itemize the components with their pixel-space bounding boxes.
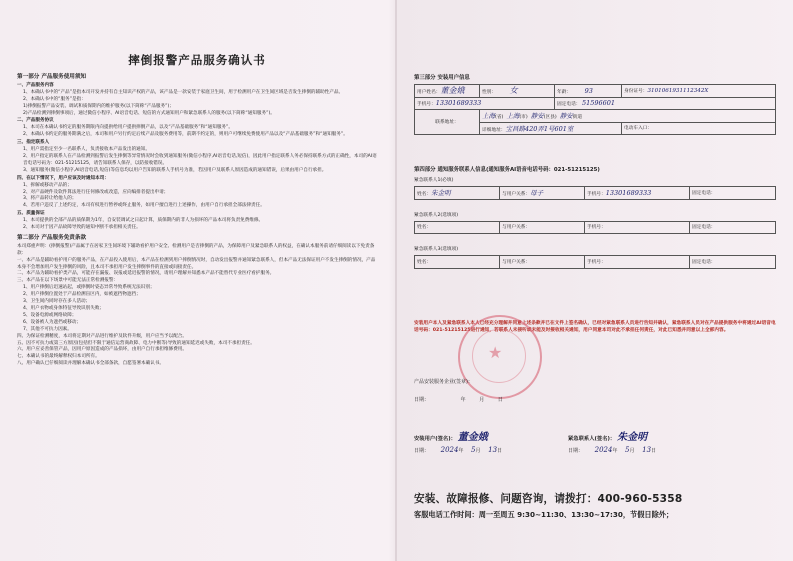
part1-s4: 四、在以下情况下，用户应该及时通知本司： — [17, 175, 109, 181]
part1-s2: 二、产品服务协议 — [17, 118, 54, 124]
part1-s1-2a: 1)摔倒报警产品安装、调试和质保期内的维护服务(以下简称“产品服务”)； — [23, 103, 174, 109]
contact3-title: 紧急联系人3(选填项) — [414, 247, 459, 252]
service-hours: 客服电话工作时间：周一至周五 9:30~11:30、13:30~17:30，节假日除外； — [414, 510, 674, 519]
contact3-mobile-label: 手机号： — [587, 259, 606, 265]
part2-i1: 一、本产品是辅助看护用户的服务产品，在产品投入使用后，本产品在检测到用户摔倒情况时，自动发出报警并通知紧急联系人，但本产品无法保证用户不发生摔倒的情况，产品本身不会增加用户发生摔倒的风险，且本司不承担用户发生摔倒事件的直接或间接责任。 — [17, 257, 376, 270]
part4-heading: 第四部分 通知服务联系人信息(通知服务AI语音电话号码：021-51215125) — [414, 167, 600, 173]
contact2-relation-label: 与用户关系： — [502, 225, 531, 231]
contact2-title: 紧急联系人2(选填项) — [414, 212, 459, 218]
mobile-label: 手机号： — [417, 102, 436, 108]
contact3-table — [414, 255, 776, 269]
part2-i3: 三、本产品在以下场景中可能无法正常检测报警： — [17, 278, 119, 284]
part1-s4-1: 1、拆解或移动产品的； — [23, 182, 72, 188]
contact2-table — [414, 221, 776, 235]
user-date-month-unit: 月 — [475, 448, 481, 454]
user-signature-block — [414, 428, 488, 443]
part2-i3-6: 6、设备被人为遮挡或移动； — [23, 319, 82, 325]
detail-address-value[interactable]: 宝昌路420弄1号601室 — [505, 124, 574, 133]
address-label: 联系地址： — [435, 120, 459, 125]
province-label: (省) — [495, 115, 504, 121]
part2-i3-1: 1、用户摔倒后迅速站起，或摔倒时姿态异常导致系统无法识别； — [23, 285, 155, 291]
part1-s1: 一、产品服务内容 — [17, 82, 54, 88]
user-date-year-value[interactable]: 2024 — [440, 446, 459, 454]
user-date-row — [414, 446, 502, 454]
id-value[interactable]: 3101061931112342X — [647, 87, 709, 94]
part1-s1-1: 1、本确认书中的“产品”是指本司开发并持有自主知识产权的产品，该产品是一款安装于家庭卫生间，用于检测用户在卫生间区域是否发生摔倒的辅助性产品。 — [23, 89, 344, 95]
user-name-value[interactable]: 董金娥 — [440, 86, 465, 96]
contact-date-day-value[interactable]: 13 — [642, 446, 652, 454]
user-name-label: 用户姓名： — [417, 90, 441, 96]
part2-i4: 四、为保证检测精度，本司将定期对产品进行维护及软件升级，用户应当予以配合。 — [17, 333, 187, 339]
id-label: 身份证号： — [624, 88, 648, 94]
part1-s4-2: 2、对产品硬件及软件算法进行任何修改或改造，应向编排者提出申请； — [23, 189, 169, 195]
user-signature[interactable]: 董金娥 — [457, 432, 488, 443]
contact-date-row — [568, 446, 656, 454]
mobile-value[interactable]: 13301689333 — [435, 99, 482, 108]
part1-s3-1: 1、用户需指定至少一名联系人，负责接收本产品发出的通知。 — [23, 147, 150, 153]
province-value[interactable]: 上海 — [482, 112, 495, 121]
detail-address-label: 详细地址： — [482, 127, 506, 133]
contact1-table — [414, 186, 776, 200]
part1-s5-2: 2、本司对于因产品故障导致的通知中断不承担相关责任。 — [23, 225, 141, 231]
part1-s5-1: 1、本司提供的全部产品的质保期为1年，自安装调试之日起计算，质保期内的非人为损坏的产品本司将负责免费维修。 — [23, 218, 264, 224]
left-column — [17, 73, 377, 368]
company-date-label: 日期： — [414, 397, 430, 403]
contact2-name-label: 姓名： — [417, 225, 432, 231]
contact1-title: 紧急联系人1(必填) — [414, 178, 454, 183]
contact-date-year-unit: 年 — [612, 448, 618, 454]
contact-sign-label: 紧急联系人(签名)： — [568, 436, 616, 442]
part3-heading: 第三部分 安装用户信息 — [414, 75, 470, 81]
part1-s1-2: 2、本确认书中的“服务”是指： — [23, 96, 86, 102]
part1-s4-4: 4、若用户违反了上述约定，本司有权进行暂停或终止服务，如用户擅自进行上述操作，由用户自行承担全部法律责任。 — [23, 203, 265, 209]
user-info-table — [414, 84, 776, 135]
part1-s1-2b: 2)产品检测到摔倒事项后，通过微信小程序、AI语音电话、短信的方式通知用户和紧急联系人的服务(以下简称“通知服务”)。 — [23, 110, 275, 116]
age-value[interactable]: 93 — [584, 86, 593, 95]
street-label: 街道 — [572, 115, 583, 121]
district-value[interactable]: 静安 — [530, 112, 544, 121]
part2-i7: 七、本确认书的最终解释权归本司所有。 — [17, 354, 100, 360]
part1-s3-2: 2、用户指定的联系人在产品检测到报警后发生摔倒等异常情况时会收到通知服务(微信小程序,AI语音电话,短信)，因此用户指定联系人务必保持联系方式的正确性，本司的AI语音电话号码为：021-51215125，请告知联系人保存，以防接收错误。 — [23, 153, 377, 166]
part1-s2-1: 1、本司在本确认书约定的服务期限内向提供给用户提供摔倒产品，以及“产品基础服务”和“通知服务”。 — [23, 125, 233, 131]
part1-s2-2: 2、本确认书约定的服务期满之后，本司和用户另行约定后续产品及服务费用等，前期不约定的，则用户可继续免费使用产品以及“产品基础服务”和“通知服务”。 — [23, 132, 348, 138]
contact3-relation-label: 与用户关系： — [502, 259, 531, 265]
plate-label: 电动车入口： — [624, 126, 653, 132]
part1-s4-3: 3、将产品转让给他人的； — [23, 196, 77, 202]
user-sign-label: 安装用户(签名)： — [414, 436, 456, 442]
contact-date-month-value[interactable]: 5 — [625, 446, 630, 454]
contact1-mobile-value[interactable]: 13301689333 — [605, 188, 652, 197]
contact2-landline-label: 固定电话： — [692, 225, 716, 231]
landline-label: 固定电话： — [557, 102, 581, 108]
company-date-year: 年 — [460, 397, 466, 403]
street-value[interactable]: 静安 — [559, 112, 573, 121]
contact-signature[interactable]: 朱金明 — [617, 432, 648, 443]
gender-value[interactable]: 女 — [509, 86, 518, 96]
part2-i5: 五、因不可抗力或第三方原因(包括但不限于通信运营商故障、电力中断等)导致的通知延迟或失败，本司不承担责任。 — [17, 340, 255, 346]
part2-i3-2: 2、用户摔倒位置处于产品检测盲区内，如被遮挡物遮挡； — [23, 292, 141, 298]
part2-i8: 八、用户确认已仔细阅读并理解本确认书全部条款，自愿签署本确认书。 — [17, 361, 165, 367]
contact1-mobile-label: 手机号： — [587, 191, 606, 197]
right-column — [414, 73, 779, 269]
part2-heading: 第二部分 产品服务免责条款 — [17, 234, 87, 241]
user-date-day-value[interactable]: 13 — [488, 446, 498, 454]
contact1-relation-label: 与用户关系： — [502, 192, 531, 198]
contact-date-day-unit: 日 — [651, 448, 657, 454]
company-sign-label: 产品安装服务企业(签章)： — [414, 379, 473, 385]
city-value[interactable]: 上海 — [506, 112, 520, 121]
contact3-name-label: 姓名： — [417, 259, 432, 265]
company-date-day: 日 — [497, 397, 503, 403]
contact-signature-block — [568, 428, 647, 443]
part2-i3-3: 3、卫生间内同时存在多人活动； — [23, 299, 91, 305]
part2-intro: 本司郑重声明：(摔倒报警)产品属于在居家卫生间环境下辅助看护用户安全、检测用户是否摔倒的产品，为保障用户及紧急联系人的权益，在确认本服务前请仔细阅读以下免责条款： — [17, 243, 375, 256]
district-label: (区县) — [543, 115, 557, 121]
part2-i3-4: 4、用户衣物或身体特征导致识别失败； — [23, 306, 105, 311]
part1-s5: 五、质量保证 — [17, 211, 45, 217]
age-label: 年龄： — [557, 89, 572, 95]
part1-s3: 三、指定联系人 — [17, 140, 50, 146]
service-company-block — [414, 378, 503, 414]
contact1-name-value[interactable]: 朱金明 — [431, 189, 451, 198]
part2-i3-5: 5、设备电源或网络故障； — [23, 312, 77, 318]
part1-s3-3: 3、通知服务(微信小程序,AI语音电话,短信)等信息均以用户告知的联系人手机号为准，若因用户及联系人原因造成的通知错误，后果由用户自行承担。 — [23, 167, 327, 173]
contact1-name-label: 姓名： — [417, 192, 432, 198]
part2-i2: 二、本产品为辅助看护类产品，可能存在漏报、误报或延迟报警的情况，请用户理解并知悉本产品不能替代专业医疗看护服务。 — [17, 271, 275, 277]
contact-date-month-unit: 月 — [629, 448, 635, 454]
company-date-month: 月 — [479, 397, 485, 403]
contact2-mobile-label: 手机号： — [587, 225, 606, 231]
part2-i6: 六、用户应妥善保管产品，因用户原因造成的产品损坏，由用户自行承担维修费用。 — [17, 347, 187, 353]
part1-heading: 第一部分 产品服务使用须知 — [17, 74, 87, 80]
user-date-year-unit: 年 — [458, 448, 464, 454]
user-date-day-unit: 日 — [497, 448, 503, 454]
user-date-month-value[interactable]: 5 — [471, 446, 476, 454]
user-date-label: 日期： — [414, 448, 430, 454]
company-seal: ★ — [458, 315, 542, 399]
contact3-landline-label: 固定电话： — [692, 259, 716, 265]
document-title: 摔倒报警产品服务确认书 — [128, 53, 266, 67]
landline-value[interactable]: 51596601 — [581, 99, 616, 108]
contact1-relation-value[interactable]: 母子 — [530, 189, 544, 198]
service-hotline: 安装、故障报修、问题咨询，请拨打：400-960-5358 — [414, 493, 683, 505]
part2-i3-7: 7、其他不可抗力因素。 — [23, 326, 72, 332]
city-label: (市) — [519, 115, 528, 121]
consent-notice: 安装用户本人及紧急联系人本人已经充分理解并同意上述条款并已在文件上签名确认，已经对紧急联系人员进行告知并确认，紧急联系人员对在产品提供服务中将通过AI语音电话号码：021-51215125进行通知，若联系人未接听或未能及时接收相关通知，用户同意本司对此不承担任何责任，对此已知悉并同意以上全部内容。 — [414, 321, 776, 333]
page-fold — [395, 0, 397, 561]
contact-date-year-value[interactable]: 2024 — [594, 446, 613, 454]
contact1-landline-label: 固定电话： — [692, 190, 716, 196]
contact-date-label: 日期： — [568, 448, 584, 454]
gender-label: 性别： — [482, 90, 497, 96]
